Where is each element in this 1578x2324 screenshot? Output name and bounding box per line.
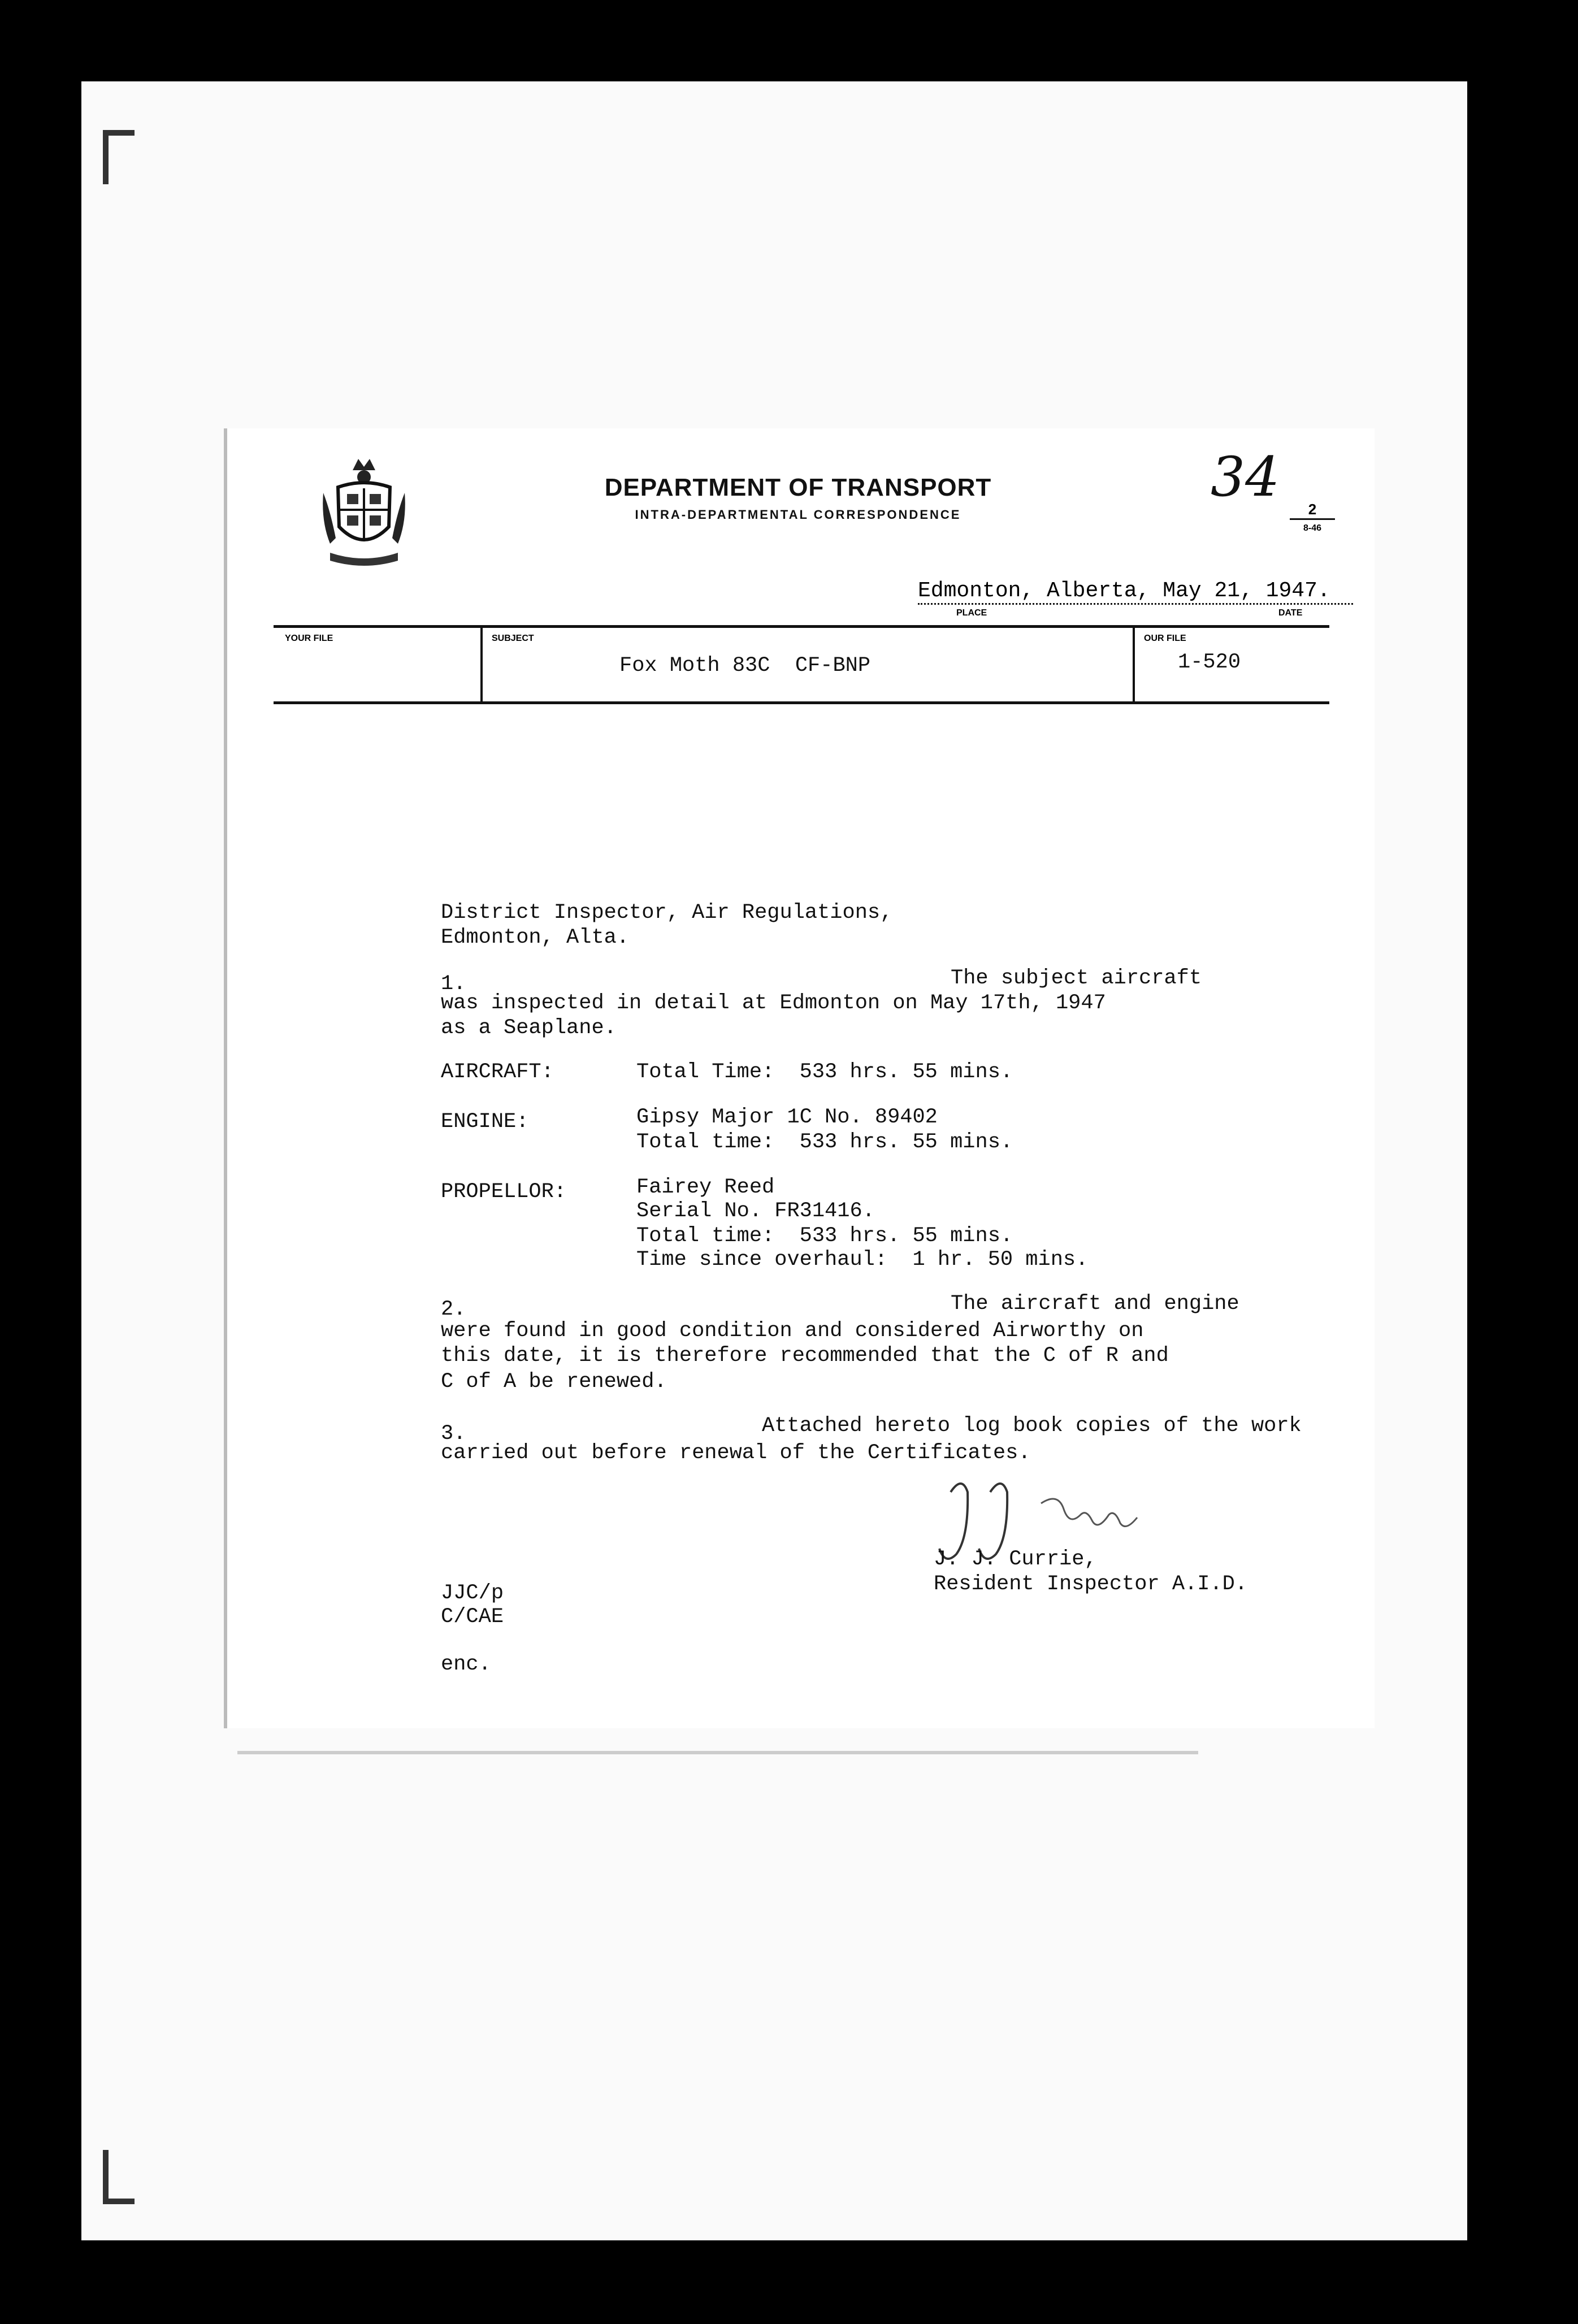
paragraph-line: The subject aircraft	[951, 966, 1202, 990]
paragraph-line: were found in good condition and considered Airworthy on	[441, 1319, 1144, 1343]
spec-value: Time since overhaul: 1 hr. 50 mins.	[636, 1248, 1089, 1272]
coat-of-arms-icon	[319, 453, 409, 572]
file-reference-box	[274, 625, 1329, 704]
spec-value: Total time: 533 hrs. 55 mins.	[636, 1224, 1013, 1248]
our-file-label: OUR FILE	[1144, 634, 1186, 643]
typist-initials: JJC/p	[441, 1581, 504, 1605]
place-label: PLACE	[956, 608, 987, 618]
spec-value: Serial No. FR31416.	[636, 1199, 875, 1223]
crop-mark-bottom-left	[103, 2150, 135, 2204]
box-divider	[1133, 628, 1135, 701]
crop-mark-top-left	[103, 130, 135, 184]
paragraph-line: carried out before renewal of the Certificates.	[441, 1441, 1031, 1465]
subject-label: SUBJECT	[492, 634, 534, 643]
spec-value: Total time: 533 hrs. 55 mins.	[636, 1130, 1013, 1154]
signatory-name: J. J. Currie,	[934, 1547, 1097, 1571]
spec-value: Fairey Reed	[636, 1176, 775, 1199]
spec-value: Gipsy Major 1C No. 89402	[636, 1105, 938, 1129]
paragraph-line: The aircraft and engine	[951, 1292, 1239, 1316]
form-revision: 8-46	[1303, 523, 1322, 533]
paragraph-line: Attached hereto log book copies of the work	[762, 1414, 1302, 1438]
memo-sheet	[224, 428, 1375, 1728]
signatory-title: Resident Inspector A.I.D.	[934, 1572, 1248, 1596]
our-file-value: 1-520	[1178, 651, 1241, 674]
copy-notation: C/CAE	[441, 1605, 504, 1629]
department-subheading: INTRA-DEPARTMENTAL CORRESPONDENCE	[635, 508, 961, 522]
paragraph-number: 2.	[441, 1298, 466, 1321]
subject-value: Fox Moth 83C CF-BNP	[619, 654, 871, 678]
paragraph-line: this date, it is therefore recommended that the C of R and	[441, 1344, 1169, 1368]
paragraph-line: as a Seaplane.	[441, 1016, 617, 1040]
paragraph-line: C of A be renewed.	[441, 1370, 667, 1394]
handwritten-folio-number: 34	[1211, 445, 1280, 509]
place-date-field: Edmonton, Alberta, May 21, 1947.	[918, 579, 1353, 605]
scan-edge-line	[237, 1751, 1198, 1754]
paragraph-number: 1.	[441, 972, 466, 996]
spec-label-aircraft: AIRCRAFT:	[441, 1060, 554, 1084]
addressee-line: District Inspector, Air Regulations,	[441, 901, 893, 925]
form-number: 2	[1290, 501, 1335, 520]
paragraph-line: was inspected in detail at Edmonton on May 17th, 1947	[441, 991, 1106, 1015]
your-file-label: YOUR FILE	[285, 634, 333, 643]
addressee-line: Edmonton, Alta.	[441, 926, 630, 949]
spec-label-propellor: PROPELLOR:	[441, 1180, 567, 1204]
box-divider	[480, 628, 483, 701]
department-title: DEPARTMENT OF TRANSPORT	[604, 474, 992, 501]
date-label: DATE	[1278, 608, 1303, 618]
paragraph-number: 3.	[441, 1422, 466, 1446]
spec-label-engine: ENGINE:	[441, 1110, 529, 1134]
spec-value: Total Time: 533 hrs. 55 mins.	[636, 1060, 1013, 1084]
enclosure-notation: enc.	[441, 1653, 491, 1676]
